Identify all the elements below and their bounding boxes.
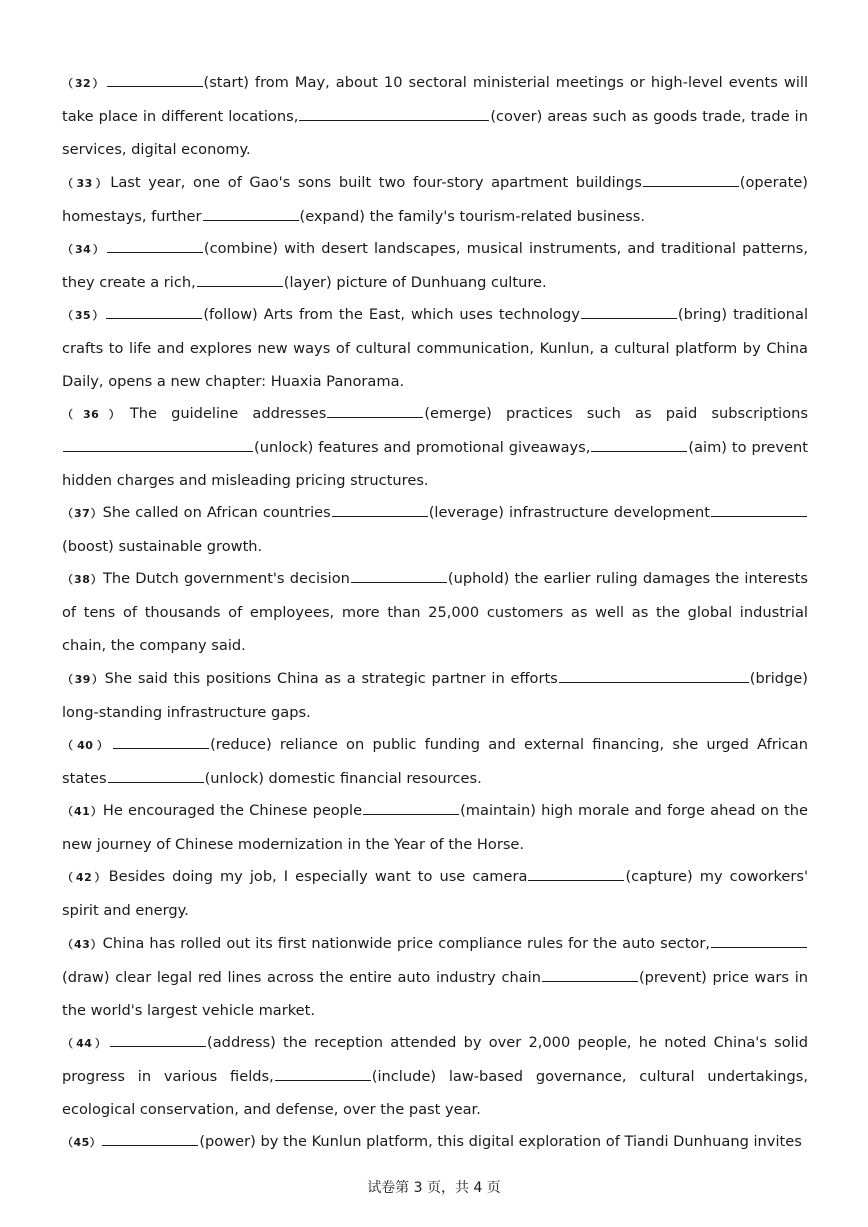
answer-blank[interactable] (643, 172, 739, 187)
answer-blank[interactable] (542, 967, 638, 982)
question-36: （36）The guideline addresses (emerge) practices such as paid subscriptions(unlock) features and promotional giveaways, (aim) to prevent hidden charges and misleading pricing structures. (62, 405, 809, 489)
question-37: （37）She called on African countries (leverage) infrastructure development(boost) sustainable growth. (62, 496, 808, 563)
answer-blank[interactable] (107, 72, 203, 87)
question-number: （36） (62, 408, 130, 421)
answer-blank[interactable] (107, 238, 203, 253)
answer-blank[interactable] (363, 800, 459, 815)
question-number: （45） (62, 1136, 102, 1149)
answer-blank[interactable] (559, 668, 749, 683)
question-42: （42）Besides doing my job, I especially want to use camera (capture) my coworkers' spirit and energy. (62, 868, 809, 919)
question-number: （33） (62, 177, 111, 190)
answer-blank[interactable] (102, 1131, 198, 1146)
answer-blank[interactable] (581, 304, 677, 319)
answer-blank[interactable] (711, 933, 807, 948)
question-number: （38） (62, 573, 103, 586)
question-number: （39） (62, 673, 105, 686)
question-number: （40） (62, 739, 113, 752)
question-34: （34） (combine) with desert landscapes, musical instruments, and traditional patterns, they create a rich, (layer) picture of Dunhuang culture. (62, 240, 808, 291)
answer-blank[interactable] (110, 1032, 206, 1047)
answer-blank[interactable] (203, 206, 299, 221)
question-43: （43）China has rolled out its first nationwide price compliance rules for the auto sector,(draw) clear legal red lines across the entire auto industry chain (prevent) price wars in the world's largest vehicle market. (62, 935, 808, 1019)
question-number: （42） (62, 871, 109, 884)
answer-blank[interactable] (275, 1066, 371, 1081)
answer-blank[interactable] (197, 272, 283, 287)
answer-blank[interactable] (299, 106, 489, 121)
question-number: （35） (62, 309, 106, 322)
answer-blank[interactable] (108, 768, 204, 783)
answer-blank[interactable] (351, 568, 447, 583)
answer-blank[interactable] (591, 437, 687, 452)
question-39: （39）She said this positions China as a strategic partner in efforts (bridge) long-standing infrastructure gaps. (62, 670, 808, 721)
question-33: （33）Last year, one of Gao's sons built two four-story apartment buildings (operate) homestays, further (expand) the family's tourism-related business. (62, 174, 808, 225)
question-41: （41）He encouraged the Chinese people (maintain) high morale and forge ahead on the new journey of Chinese modernization in the Year of the Horse. (62, 802, 809, 853)
question-40: （40） (reduce) reliance on public funding and external financing, she urged African states (unlock) domestic financial resources. (62, 736, 808, 787)
question-number: （34） (62, 243, 106, 256)
answer-blank[interactable] (63, 437, 253, 452)
answer-blank[interactable] (327, 403, 423, 418)
question-number: （37） (62, 507, 103, 520)
question-45: （45） (power) by the Kunlun platform, this digital exploration of Tiandi Dunhuang invites (62, 1133, 802, 1150)
question-32: （32） (start) from May, about 10 sectoral ministerial meetings or high-level events will take place in different locations, (cover) areas such as goods trade, trade in services, digital economy. (62, 74, 808, 158)
page-footer: 试卷第 3 页，共 4 页 (367, 1180, 501, 1196)
answer-blank[interactable] (113, 734, 209, 749)
question-35: （35） (follow) Arts from the East, which uses technology (bring) traditional crafts to life and explores new ways of cultural communication, Kunlun, a cultural platform by China Daily, opens a new chapter: Huaxia Panorama. (62, 306, 809, 390)
answer-blank[interactable] (528, 866, 624, 881)
question-number: （32） (62, 77, 106, 90)
answer-blank[interactable] (106, 304, 202, 319)
answer-blank[interactable] (332, 502, 428, 517)
question-44: （44） (address) the reception attended by over 2,000 people, he noted China's solid progress in various fields, (include) law-based governance, cultural undertakings, ecological conservation, and defense, over the past year. (62, 1034, 808, 1118)
answer-blank[interactable] (711, 502, 807, 517)
question-number: （43） (62, 938, 103, 951)
question-number: （41） (62, 805, 103, 818)
question-38: （38）The Dutch government's decision (uphold) the earlier ruling damages the interests of tens of thousands of employees, more than 25,000 customers as well as the global industrial chain, the company said. (62, 570, 808, 654)
question-number: （44） (62, 1037, 110, 1050)
